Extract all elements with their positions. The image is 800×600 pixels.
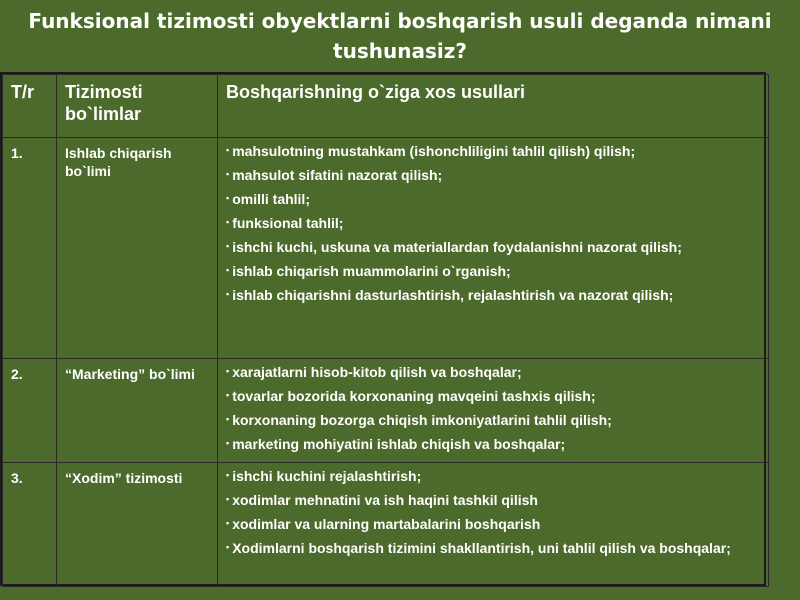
bullet-icon: ▪ xyxy=(226,518,230,528)
method-text: mahsulot sifatini nazorat qilish; xyxy=(232,167,443,183)
bullet-icon: ▪ xyxy=(226,217,230,227)
bullet-icon: ▪ xyxy=(226,470,230,480)
row-num: 1. xyxy=(3,138,57,359)
bullet-icon: ▪ xyxy=(226,390,230,400)
bullet-icon: ▪ xyxy=(226,289,230,299)
header-num: T/r xyxy=(3,75,57,138)
method-item xyxy=(226,238,760,256)
method-item xyxy=(226,467,760,485)
method-item xyxy=(226,515,760,533)
method-text: korxonaning bozorga chiqish imkoniyatlarini tahlil qilish; xyxy=(232,412,612,428)
method-text: ishchi kuchi, uskuna va materiallardan foydalanishni nazorat qilish; xyxy=(232,239,682,255)
method-item xyxy=(226,491,760,509)
method-item xyxy=(226,387,760,405)
method-item xyxy=(226,411,760,429)
bullet-icon: ▪ xyxy=(226,265,230,275)
method-item xyxy=(226,166,760,184)
table-row xyxy=(3,138,769,359)
bullet-icon: ▪ xyxy=(226,366,230,376)
method-text: ishchi kuchini rejalashtirish; xyxy=(232,468,422,484)
method-text: mahsulotning mustahkam (ishonchliligini tahlil qilish) qilish; xyxy=(232,143,636,159)
method-item xyxy=(226,363,760,381)
table-header-row xyxy=(3,75,769,138)
method-item xyxy=(226,286,760,304)
row-methods xyxy=(218,359,769,463)
row-methods xyxy=(218,138,769,359)
row-num: 3. xyxy=(3,463,57,587)
row-num: 2. xyxy=(3,359,57,463)
table-row xyxy=(3,359,769,463)
row-dept: “Xodim” tizimosti xyxy=(57,463,218,587)
bullet-icon: ▪ xyxy=(226,241,230,251)
bullet-icon: ▪ xyxy=(226,414,230,424)
method-text: funksional tahlil; xyxy=(232,215,344,231)
method-item xyxy=(226,142,760,160)
bullet-icon: ▪ xyxy=(226,542,230,552)
slide-title: Funksional tizimosti obyektlarni boshqarish usuli deganda nimani tushunasiz? xyxy=(28,9,772,63)
method-text: xodimlar va ularning martabalarini boshqarish xyxy=(232,516,541,532)
method-item xyxy=(226,190,760,208)
row-dept: Ishlab chiqarish bo`limi xyxy=(57,138,218,359)
bullet-icon: ▪ xyxy=(226,169,230,179)
header-methods: Boshqarishning o`ziga xos usullari xyxy=(218,75,769,138)
bullet-icon: ▪ xyxy=(226,193,230,203)
method-item xyxy=(226,539,760,557)
header-dept: Tizimosti bo`limlar xyxy=(57,75,218,138)
bullet-icon: ▪ xyxy=(226,494,230,504)
method-text: tovarlar bozorida korxonaning mavqeini tashxis qilish; xyxy=(232,388,596,404)
method-text: marketing mohiyatini ishlab chiqish va boshqalar; xyxy=(232,436,566,452)
method-text: Xodimlarni boshqarish tizimini shakllantirish, uni tahlil qilish va boshqalar; xyxy=(232,540,731,556)
table-row xyxy=(3,463,769,587)
method-text: omilli tahlil; xyxy=(232,191,310,207)
row-methods xyxy=(218,463,769,587)
method-text: xodimlar mehnatini va ish haqini tashkil qilish xyxy=(232,492,538,508)
method-text: ishlab chiqarishni dasturlashtirish, rejalashtirish va nazorat qilish; xyxy=(232,287,674,303)
method-text: ishlab chiqarish muammolarini o`rganish; xyxy=(232,263,511,279)
subsystems-table xyxy=(0,72,766,586)
method-text: xarajatlarni hisob-kitob qilish va boshqalar; xyxy=(232,364,522,380)
method-item xyxy=(226,262,760,280)
bullet-icon: ▪ xyxy=(226,145,230,155)
bullet-icon: ▪ xyxy=(226,438,230,448)
method-item xyxy=(226,435,760,453)
method-item xyxy=(226,214,760,232)
row-dept: “Marketing” bo`limi xyxy=(57,359,218,463)
